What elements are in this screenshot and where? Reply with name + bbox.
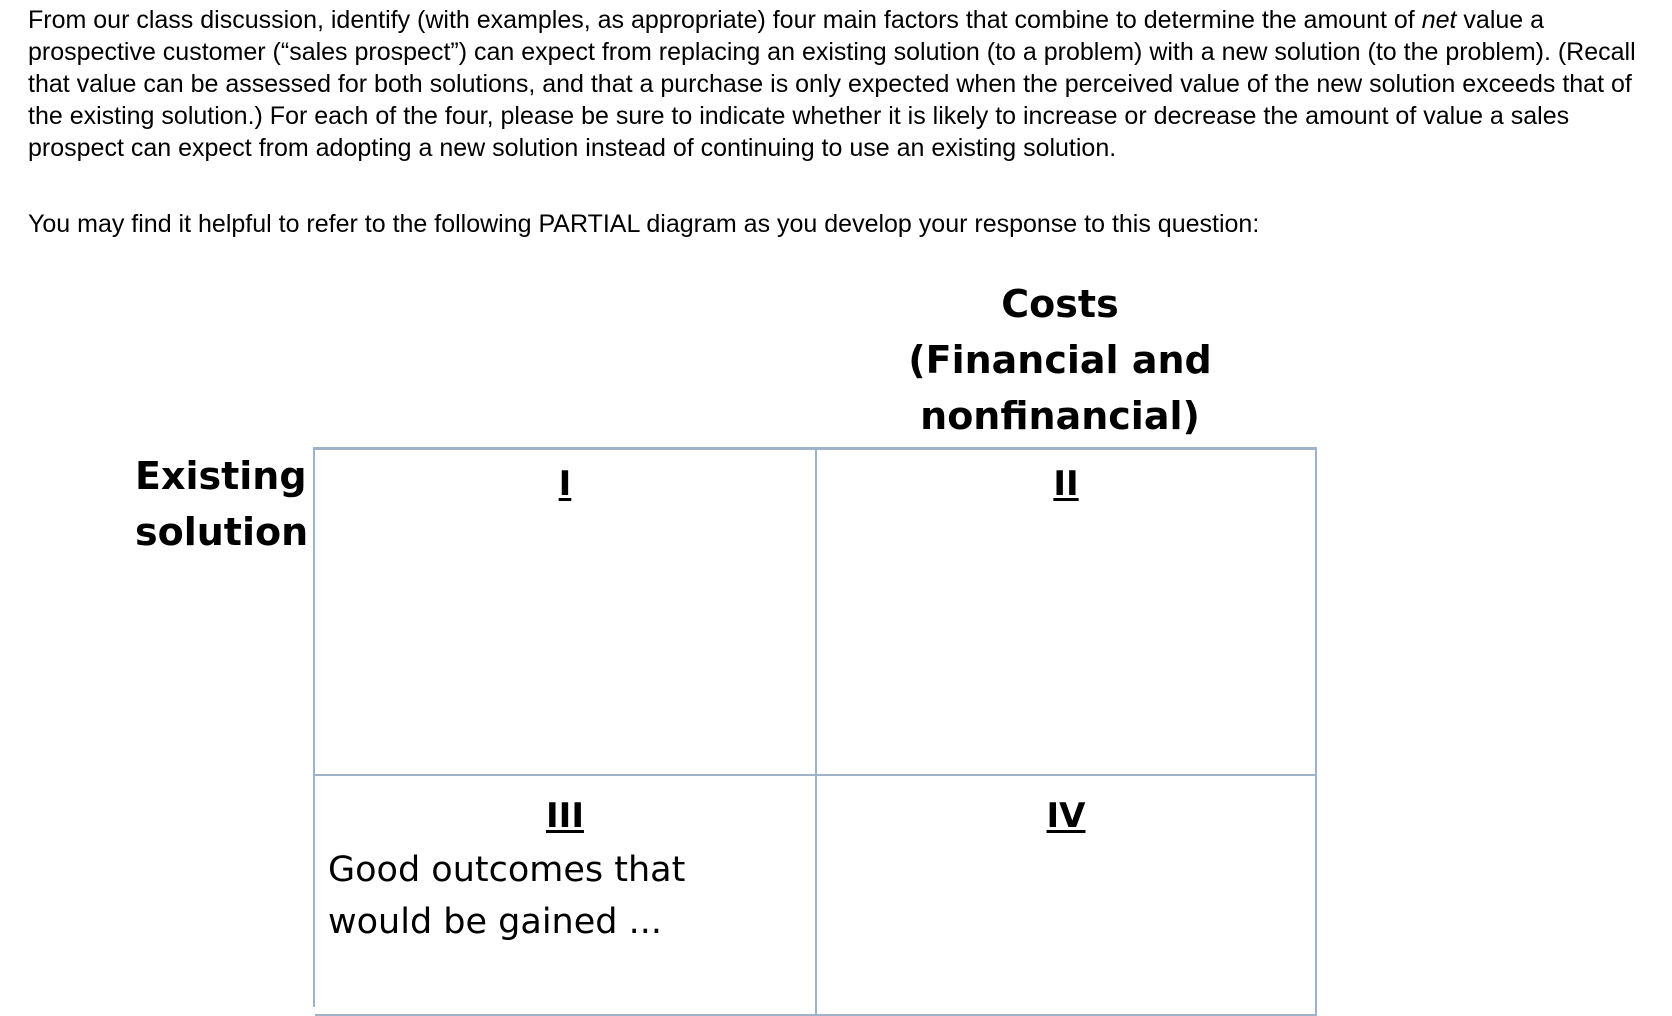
question-text: [28, 4, 1653, 164]
cell-description-line: Good outcomes that: [328, 850, 686, 890]
diagram-cell-ii: [817, 450, 1317, 776]
cell-numeral: IV: [1046, 796, 1086, 836]
column-header-line: nonfinancial): [920, 394, 1200, 438]
cell-description-line: would be gained ...: [328, 902, 662, 942]
column-header-line: Costs: [1001, 282, 1119, 326]
diagram-prompt: You may find it helpful to refer to the following PARTIAL diagram as you develop your response to this question:: [28, 210, 1260, 238]
diagram-cell-iv: [817, 776, 1317, 1016]
question-text-part-1: From our class discussion, identify (with examples, as appropriate) four main factors that combine to determine the amount of: [28, 6, 1422, 34]
net-emphasis: net: [1421, 6, 1457, 34]
diagram-cell-i: [315, 450, 817, 776]
row-header-line: solution: [135, 510, 309, 554]
row-header-line: Existing: [135, 454, 307, 498]
diagram-cell-iii: [315, 776, 817, 1016]
costs-column-header: [900, 276, 1220, 444]
cell-numeral: II: [1053, 464, 1079, 504]
question-text-part-2: value a prospective customer (“sales prospect”) can expect from replacing an existing solution (to a problem) with a new solution (to the problem). (Recall that value can be assessed for both solutions, and that a purchase is only expected when the perceived value of the new solution exceeds that of the existing solution.) For each of the four, please be sure to indicate whether it is likely to increase or decrease the amount of value a sales prospect can expect from adopting a new solution instead of continuing to use an existing solution.: [28, 6, 1636, 162]
existing-solution-row-header: [135, 448, 308, 560]
partial-diagram-grid: [313, 447, 1317, 1007]
cell-numeral: I: [558, 464, 572, 504]
column-header-line: (Financial and: [908, 338, 1212, 382]
cell-numeral: III: [546, 796, 584, 836]
cell-description: [328, 844, 685, 948]
